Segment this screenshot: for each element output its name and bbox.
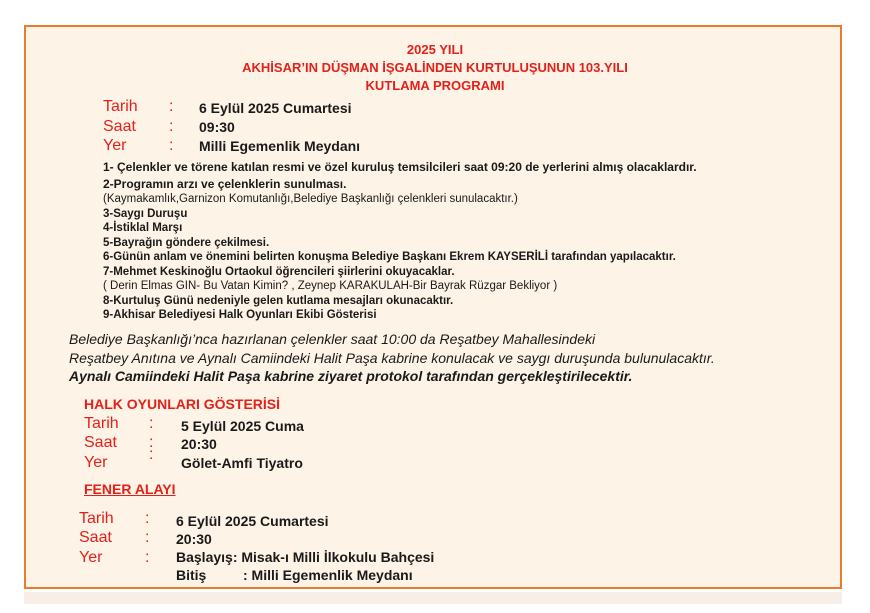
notice-line-3: Aynalı Camiindeki Halit Paşa kabrine ziyaret protokol tarafından gerçekleştirilecektir. — [69, 368, 633, 384]
program-item-7-note: ( Derin Elmas GIN- Bu Vatan Kimin? , Zeynep KARAKULAH-Bir Bayrak Rüzgar Bekliyor ) — [103, 280, 558, 292]
folk-dance-heading: HALK OYUNLARI GÖSTERİSİ — [84, 396, 281, 412]
program-item-7: 7-Mehmet Keskinoğlu Ortaokul öğrencileri şiirlerini okuyacaklar. — [103, 266, 455, 278]
parade-date-value: 6 Eylül 2025 Cumartesi — [176, 513, 329, 529]
parade-time-colon: : — [145, 529, 150, 546]
program-item-1: 1- Çelenkler ve törene katılan resmi ve özel kuruluş temsilcileri saat 09:20 de yerlerini almış olacaklardır. — [103, 160, 697, 174]
main-place-label: Yer — [103, 137, 127, 154]
parade-start-value: Başlayış: Misak-ı Milli İlkokulu Bahçesi — [176, 549, 435, 565]
parade-place-colon: : — [145, 549, 150, 566]
main-time-value: 09:30 — [199, 119, 235, 135]
main-time-colon: : — [169, 118, 174, 135]
program-item-8: 8-Kurtuluş Günü nedeniyle gelen kutlama mesajları okunacaktır. — [103, 295, 454, 307]
folk-place-label: Yer — [84, 454, 108, 471]
folk-time-value: 20:30 — [181, 436, 217, 452]
main-place-value: Milli Egemenlik Meydanı — [199, 138, 361, 154]
folk-place-value: Gölet-Amfi Tiyatro — [181, 455, 303, 471]
main-date-label: Tarih — [103, 98, 138, 115]
folk-time-colon: : — [149, 434, 154, 451]
header-year: 2025 YILI — [406, 42, 464, 57]
parade-place-label: Yer — [79, 549, 103, 566]
program-item-9: 9-Akhisar Belediyesi Halk Oyunları Ekibi Gösterisi — [103, 309, 377, 321]
folk-date-label: Tarih — [84, 415, 119, 432]
program-item-3: 3-Saygı Duruşu — [103, 208, 188, 220]
header-title: AKHİSAR’IN DÜŞMAN İŞGALİNDEN KURTULUŞUNUN 103.YILI — [242, 60, 628, 75]
program-item-2: 2-Programın arzı ve çelenklerin sunulması. — [103, 177, 347, 191]
program-item-4: 4-İstiklal Marşı — [103, 222, 183, 234]
notice-line-1: Belediye Başkanlığı’nca hazırlanan çelenkler saat 10:00 da Reşatbey Mahallesindeki — [69, 331, 596, 347]
program-item-5: 5-Bayrağın göndere çekilmesi. — [103, 237, 270, 249]
parade-time-label: Saat — [79, 529, 112, 546]
folk-time-label: Saat — [84, 434, 117, 451]
parade-end-label: Bitiş — [176, 567, 207, 583]
notice-line-2: Reşatbey Anıtına ve Aynalı Camiindeki Halit Paşa kabrine konulacak ve saygı duruşunda bulunulacaktır. — [69, 350, 715, 366]
main-time-label: Saat — [103, 118, 136, 135]
folk-date-colon: : — [149, 415, 154, 432]
program-item-2-note: (Kaymakamlık,Garnizon Komutanlığı,Belediye Başkanlığı çelenkleri sunulacaktır.) — [103, 193, 518, 205]
parade-date-label: Tarih — [79, 510, 114, 527]
program-card — [24, 25, 842, 589]
main-date-value: 6 Eylül 2025 Cumartesi — [199, 100, 352, 116]
card-shadow — [24, 592, 842, 604]
lantern-parade-heading: FENER ALAYI — [84, 481, 176, 497]
header-subtitle: KUTLAMA PROGRAMI — [365, 78, 505, 93]
program-item-6: 6-Günün anlam ve önemini belirten konuşma Belediye Başkanı Ekrem KAYSERİLİ tarafından yapılacaktır. — [103, 251, 676, 263]
parade-date-colon: : — [145, 510, 150, 527]
parade-time-value: 20:30 — [176, 531, 212, 547]
folk-place-colon: : — [149, 446, 154, 463]
main-date-colon: : — [169, 98, 174, 115]
folk-date-value: 5 Eylül 2025 Cuma — [181, 418, 304, 434]
parade-end-value: : Milli Egemenlik Meydanı — [243, 567, 413, 583]
main-place-colon: : — [169, 137, 174, 154]
